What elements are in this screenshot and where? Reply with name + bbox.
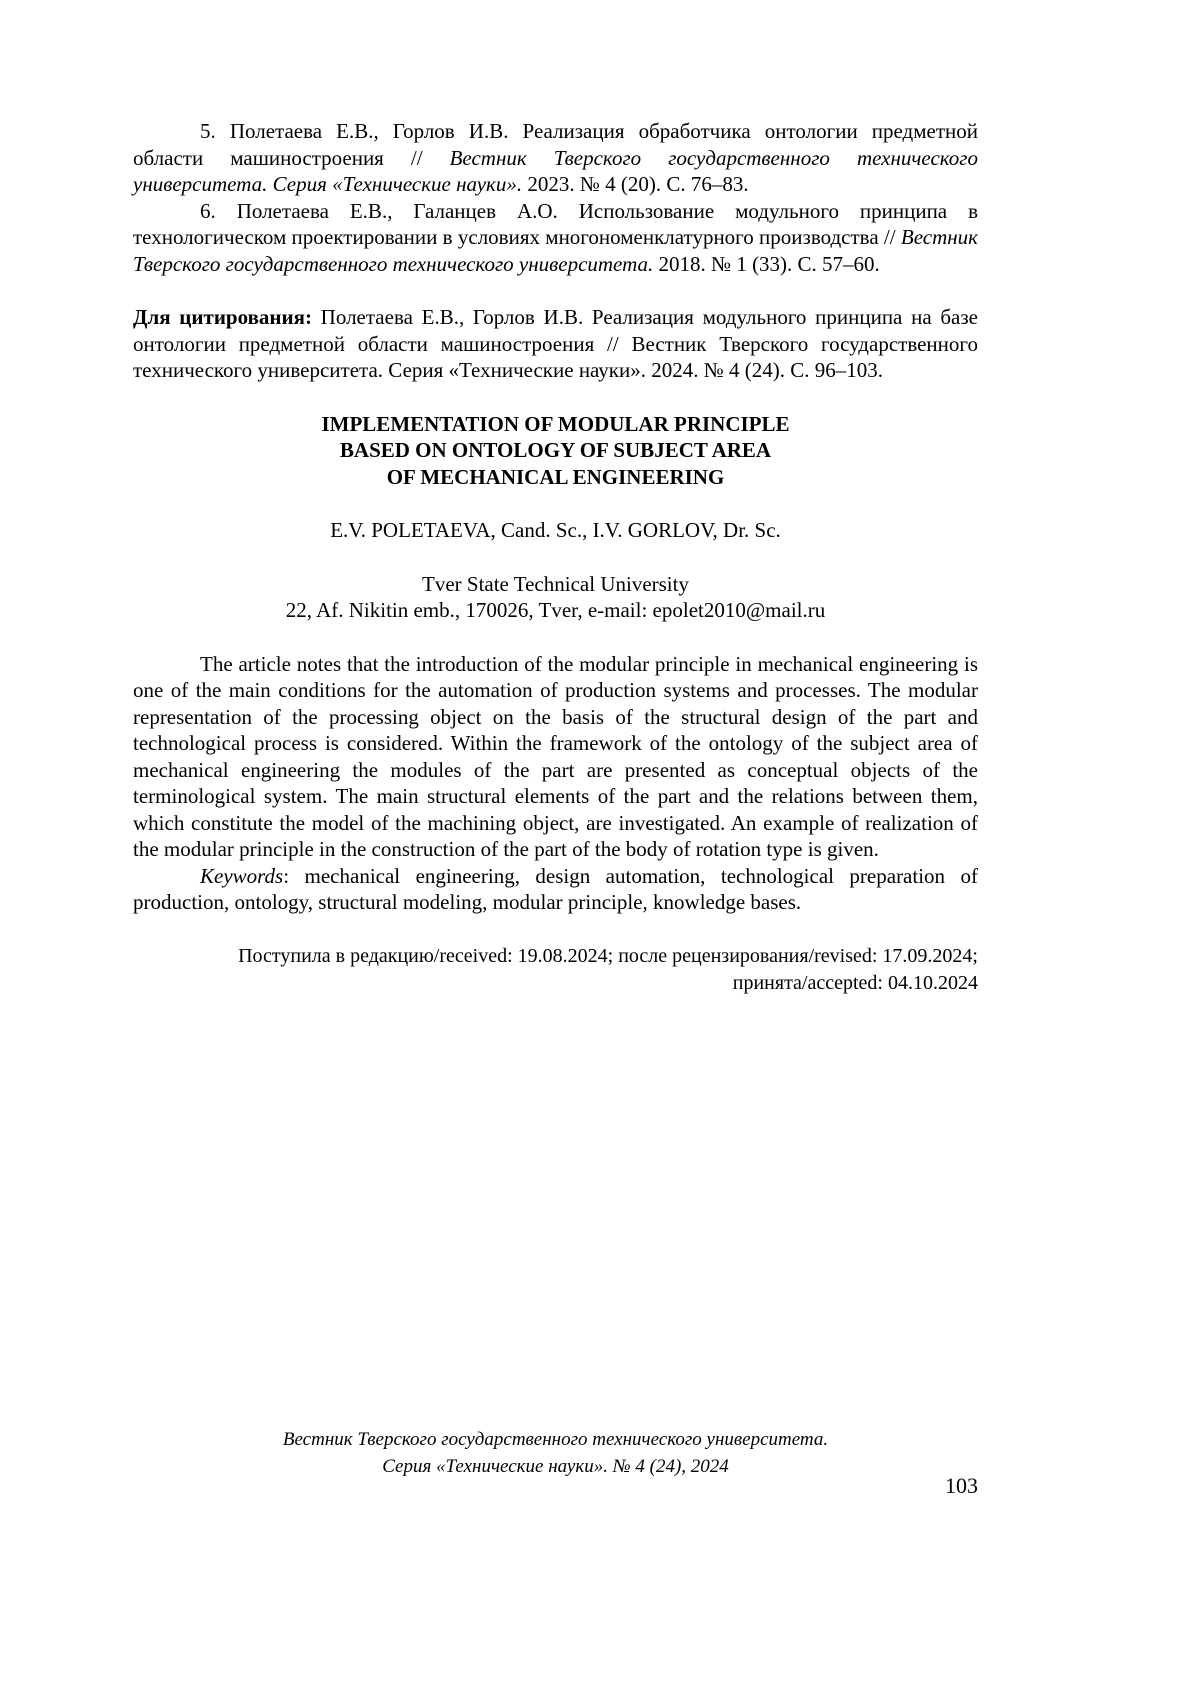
citation-label: Для цитирования: xyxy=(133,305,312,329)
reference-5-journal-title: Вестник Тверского государственного технического университета. Серия «Технические науки». xyxy=(133,145,978,196)
affiliation-address-email: 22, Af. Nikitin emb., 170026, Tver, e-mail: epolet2010@mail.ru xyxy=(285,598,826,622)
title-line-3: OF MECHANICAL ENGINEERING xyxy=(386,464,725,489)
footer-journal-title: Вестник Тверского государственного технического университета. xyxy=(282,1429,829,1450)
keywords-label: Keywords xyxy=(200,863,284,888)
received-revised-line: Поступила в редакцию/received: 19.08.2024; после рецензирования/revised: 17.09.2024; xyxy=(238,944,978,967)
footer-issue-info: Серия «Технические науки». № 4 (24), 2024 xyxy=(382,1456,729,1477)
page-number: 103 xyxy=(945,1473,978,1498)
accepted-line: принята/accepted: 04.10.2024 xyxy=(732,971,978,994)
affiliation-block xyxy=(133,571,978,624)
title-line-1: IMPLEMENTATION OF MODULAR PRINCIPLE xyxy=(321,411,790,436)
page-content xyxy=(133,118,978,997)
reference-6-journal-title: Вестник Тверского государственного технического университета. xyxy=(133,225,978,276)
reference-5-lead: 5. Полетаева Е.В., Горлов И.В. Реализация обработчика онтологии предметной области машиностроения // xyxy=(133,119,978,170)
keywords-text: : mechanical engineering, design automation, technological preparation of production, ontology, structural modeling, modular principle, knowledge bases. xyxy=(133,863,978,914)
article-title-en xyxy=(133,411,978,491)
affiliation-name: Tver State Technical University xyxy=(422,571,689,596)
reference-item-6 xyxy=(133,198,978,278)
keywords-paragraph xyxy=(133,863,978,916)
reference-6-lead: 6. Полетаева Е.В., Галанцев А.О. Использование модульного принципа в технологическом проектировании в условиях многономенклатурного производства // xyxy=(133,198,978,249)
title-line-2: BASED ON ONTOLOGY OF SUBJECT AREA xyxy=(339,438,772,462)
citation-text: Полетаева Е.В., Горлов И.В. Реализация модульного принципа на базе онтологии предметной области машиностроения // Вестник Тверского государственного технического университета. Серия «Технические науки». 2024. № 4 (24). С. 96–103. xyxy=(133,305,978,382)
received-revised-accepted xyxy=(133,943,978,997)
abstract-paragraph: The article notes that the introduction of the modular principle in mechanical engineering is one of the main conditions for the automation of production systems and processes. The modular representation of the processing object on the basis of the structural design of the part and technological process is considered. Within the framework of the ontology of the subject area of mechanical engineering the modules of the part are presented as conceptual objects of the terminological system. The main structural elements of the part and the relations between them, which constitute the model of the machining object, are investigated. An example of realization of the modular principle in the construction of the part of the body of rotation type is given. xyxy=(133,651,978,861)
reference-item-5 xyxy=(133,118,978,198)
reference-6-tail: 2018. № 1 (33). С. 57–60. xyxy=(653,251,880,276)
reference-5-tail: 2023. № 4 (20). С. 76–83. xyxy=(522,172,749,196)
citation-note xyxy=(133,304,978,384)
authors-line: E.V. POLETAEVA, Cand. Sc., I.V. GORLOV, Dr. Sc. xyxy=(330,518,781,542)
